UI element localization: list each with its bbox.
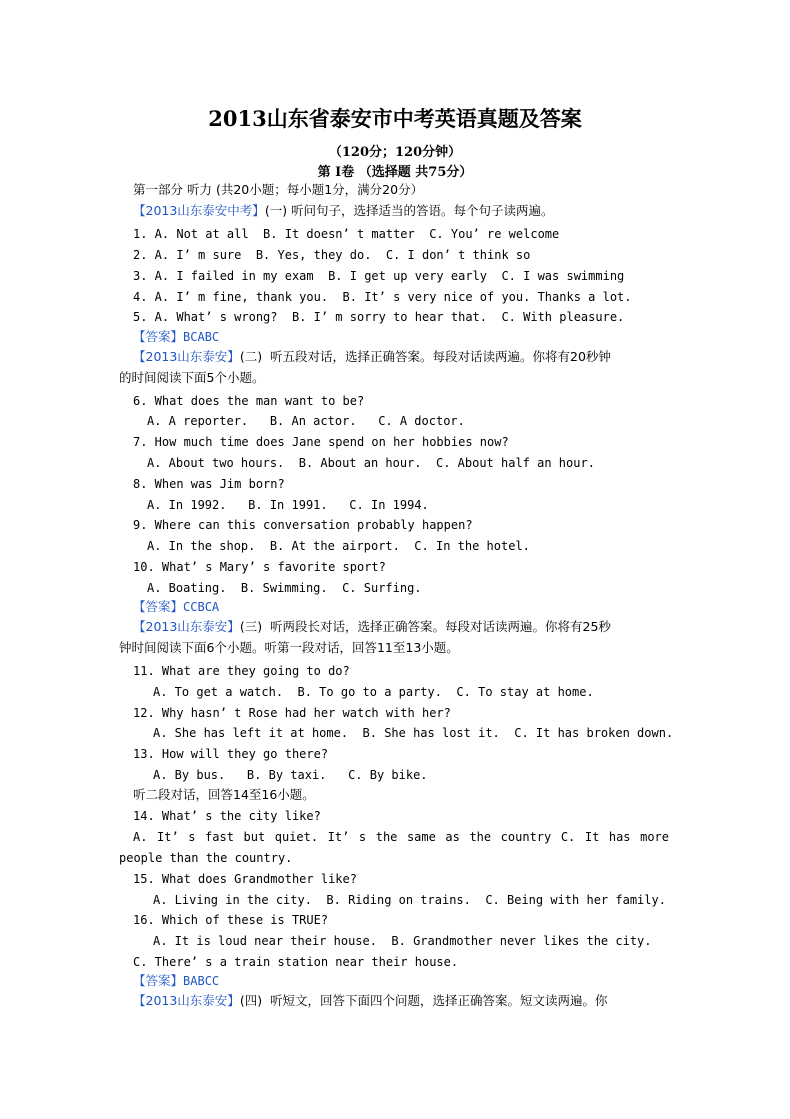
- question-line: 6. What does the man want to be?: [133, 394, 365, 408]
- option-line: A. To get a watch. B. To go to a party. C. To stay at home.: [153, 685, 594, 699]
- option-line: A. By bus. B. By taxi. C. By bike.: [153, 768, 428, 782]
- option-line-cont: people than the country.: [119, 851, 293, 865]
- section2-heading: [133, 349, 611, 365]
- question-line: 3. A. I failed in my exam B. I get up very early C. I was swimming: [133, 269, 625, 283]
- section-instruction: (四) 听短文，回答下面四个问题，选择正确答案。短文读两遍。你: [239, 993, 608, 1008]
- option-line: C. There’ s a train station near their house.: [133, 955, 459, 969]
- option-line: A. She has left it at home. B. She has lost it. C. It has broken down.: [153, 726, 674, 740]
- section-instruction-cont: 钟时间阅读下面6个小题。听第一段对话，回答11至13小题。: [119, 640, 459, 655]
- answer-tag: 【答案】: [133, 329, 184, 344]
- question-line: 7. How much time does Jane spend on her hobbies now?: [133, 435, 509, 449]
- option-line: A. In 1992. B. In 1991. C. In 1994.: [147, 498, 429, 512]
- option-line: A. A reporter. B. An actor. C. A doctor.: [147, 414, 465, 428]
- answer-tag: 【答案】: [133, 599, 184, 614]
- question-line: 5. A. What’ s wrong? B. I’ m sorry to hear that. C. With pleasure.: [133, 310, 625, 324]
- answer-tag: 【答案】: [133, 973, 184, 988]
- section1-heading: [133, 203, 554, 219]
- option-line: A. It’ s fast but quiet. It’ s the same as the country C. It has more: [133, 830, 669, 844]
- question-line: 10. What’ s Mary’ s favorite sport?: [133, 560, 386, 574]
- section-tag: 【2013山东泰安】: [133, 349, 240, 364]
- part1-heading: 第一部分 听力 (共20小题；每小题1分，满分20分）: [133, 182, 424, 197]
- answer-key: BABCC: [183, 974, 220, 988]
- section-instruction: (二) 听五段对话，选择正确答案。每段对话读两遍。你将有20秒钟: [239, 349, 611, 364]
- question-line: 1. A. Not at all B. It doesn’ t matter C. You’ re welcome: [133, 227, 560, 241]
- section4-heading: [133, 993, 608, 1009]
- question-line: 8. When was Jim born?: [133, 477, 285, 491]
- answer-line: [133, 329, 219, 345]
- section-tag: 【2013山东泰安中考】: [133, 203, 265, 218]
- question-line: 9. Where can this conversation probably happen?: [133, 518, 473, 532]
- section-instruction-cont: 的时间阅读下面5个小题。: [119, 370, 265, 385]
- score-time: （120分；120分钟）: [328, 145, 462, 160]
- question-line: 15. What does Grandmother like?: [133, 872, 357, 886]
- section3-heading: [133, 619, 611, 635]
- second-dialog-instruction: 听二段对话，回答14至16小题。: [133, 787, 315, 802]
- option-line: A. In the shop. B. At the airport. C. In the hotel.: [147, 539, 530, 553]
- volume-heading: 第 I卷 （选择题 共75分）: [317, 165, 473, 180]
- question-line: 11. What are they going to do?: [133, 664, 350, 678]
- option-line: A. About two hours. B. About an hour. C. About half an hour.: [147, 456, 595, 470]
- question-line: 16. Which of these is TRUE?: [133, 913, 329, 927]
- answer-line: [133, 599, 219, 615]
- option-line: A. Living in the city. B. Riding on trains. C. Being with her family.: [153, 893, 666, 907]
- section-tag: 【2013山东泰安】: [133, 993, 240, 1008]
- option-line: A. It is loud near their house. B. Grandmother never likes the city.: [153, 934, 652, 948]
- question-line: 2. A. I’ m sure B. Yes, they do. C. I don’ t think so: [133, 248, 531, 262]
- section-instruction: (一) 听问句子，选择适当的答语。每个句子读两遍。: [264, 203, 554, 218]
- section-instruction: (三) 听两段长对话，选择正确答案。每段对话读两遍。你将有25秒: [239, 619, 611, 634]
- document-title: 2013山东省泰安市中考英语真题及答案: [208, 106, 582, 131]
- answer-line: [133, 973, 219, 989]
- option-line: A. Boating. B. Swimming. C. Surfing.: [147, 581, 422, 595]
- question-line: 14. What’ s the city like?: [133, 809, 321, 823]
- answer-key: BCABC: [183, 330, 220, 344]
- answer-key: CCBCA: [183, 600, 220, 614]
- question-line: 12. Why hasn’ t Rose had her watch with her?: [133, 706, 451, 720]
- section-tag: 【2013山东泰安】: [133, 619, 240, 634]
- question-line: 4. A. I’ m fine, thank you. B. It’ s very nice of you. Thanks a lot.: [133, 290, 632, 304]
- question-line: 13. How will they go there?: [133, 747, 329, 761]
